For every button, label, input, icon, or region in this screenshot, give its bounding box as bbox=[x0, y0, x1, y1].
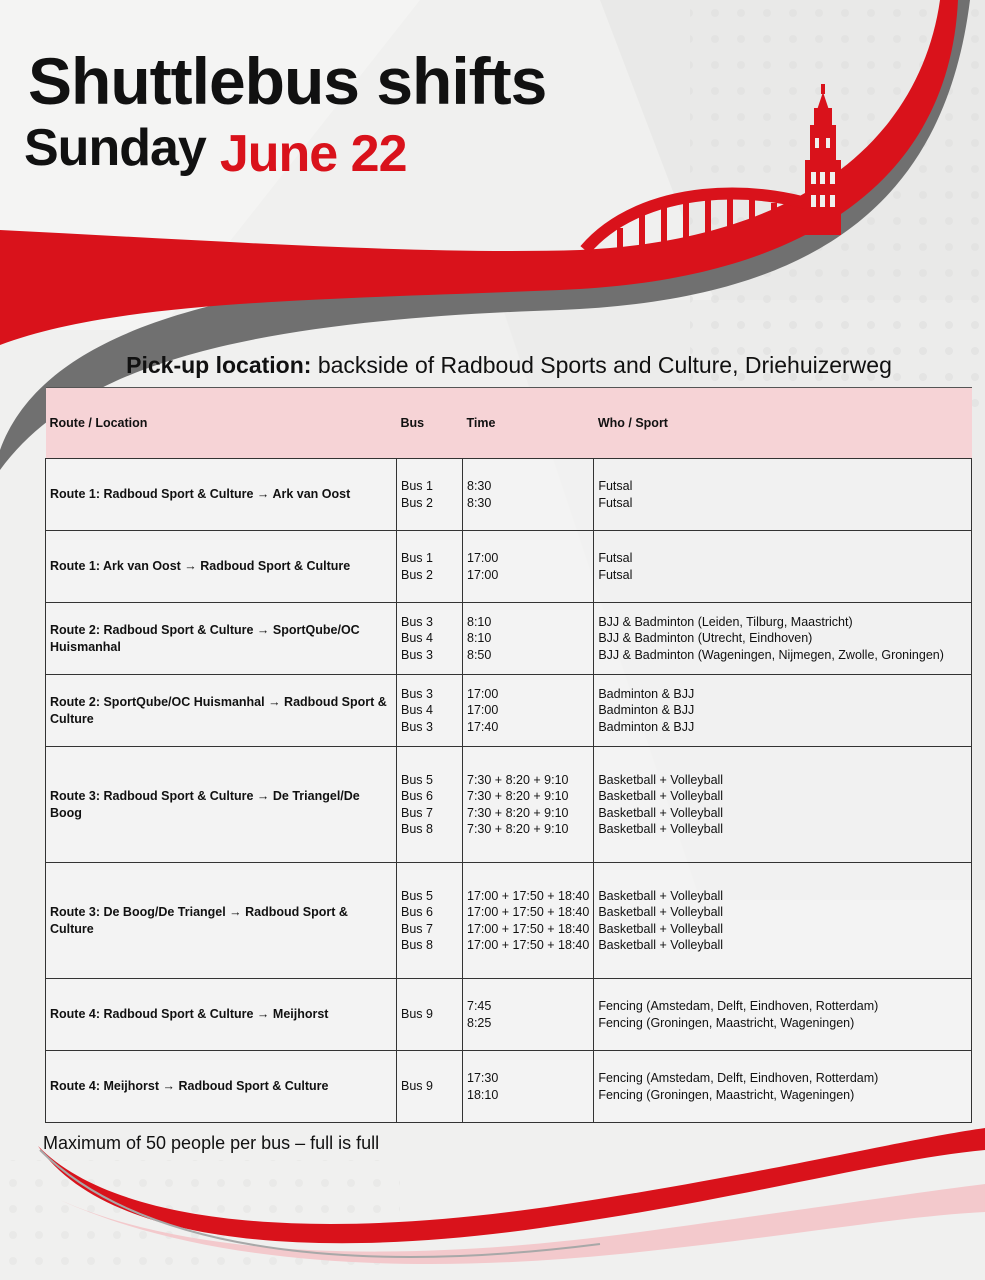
time-line: 8:50 bbox=[467, 647, 492, 662]
time-line: 8:30 bbox=[467, 479, 492, 494]
route-cell: Route 2: Radboud Sport & Culture → SportQube/OC Huismanhal bbox=[46, 603, 397, 675]
time-cell bbox=[463, 747, 594, 863]
time-line: 7:30 + 8:20 + 9:10 bbox=[467, 789, 569, 804]
who-line: Basketball + Volleyball bbox=[598, 821, 724, 836]
who-line: BJJ & Badminton (Utrecht, Eindhoven) bbox=[598, 631, 813, 646]
time-line: 17:00 + 17:50 + 18:40 bbox=[467, 937, 590, 952]
pickup-label: Pick-up location: bbox=[126, 352, 312, 378]
time-cell bbox=[463, 863, 594, 979]
pickup-location bbox=[46, 352, 972, 379]
bus-cell bbox=[397, 675, 463, 747]
who-cell bbox=[594, 675, 972, 747]
date-label: June 22 bbox=[219, 125, 407, 183]
bus-line: Bus 9 bbox=[401, 1079, 433, 1094]
bus-line: Bus 7 bbox=[401, 921, 433, 936]
who-line: Basketball + Volleyball bbox=[598, 805, 724, 820]
time-line: 17:00 bbox=[467, 567, 499, 582]
who-line: Basketball + Volleyball bbox=[598, 905, 724, 920]
bus-line: Bus 3 bbox=[401, 647, 433, 662]
bus-line: Bus 8 bbox=[401, 821, 433, 836]
bus-line: Bus 3 bbox=[401, 614, 433, 629]
who-cell bbox=[594, 747, 972, 863]
bus-line: Bus 2 bbox=[401, 567, 433, 582]
time-line: 17:00 bbox=[467, 551, 499, 566]
table-row bbox=[46, 1051, 972, 1123]
time-cell bbox=[463, 1051, 594, 1123]
who-line: Basketball + Volleyball bbox=[598, 772, 724, 787]
route-cell: Route 1: Radboud Sport & Culture → Ark van Oost bbox=[46, 459, 397, 531]
table-header-row bbox=[46, 388, 972, 459]
who-cell bbox=[594, 459, 972, 531]
who-line: Badminton & BJJ bbox=[598, 719, 695, 734]
route-cell: Route 4: Meijhorst → Radboud Sport & Culture bbox=[46, 1051, 397, 1123]
column-header-who: Who / Sport bbox=[594, 388, 972, 459]
time-line: 17:00 + 17:50 + 18:40 bbox=[467, 921, 590, 936]
time-line: 7:45 bbox=[467, 999, 492, 1014]
route-cell: Route 4: Radboud Sport & Culture → Meijhorst bbox=[46, 979, 397, 1051]
who-cell bbox=[594, 531, 972, 603]
time-cell bbox=[463, 675, 594, 747]
who-line: Futsal bbox=[598, 567, 633, 582]
column-header-route: Route / Location bbox=[46, 388, 397, 459]
bus-line: Bus 4 bbox=[401, 631, 433, 646]
route-cell: Route 3: Radboud Sport & Culture → De Triangel/De Boog bbox=[46, 747, 397, 863]
who-line: Fencing (Amstedam, Delft, Eindhoven, Rotterdam) bbox=[598, 1071, 879, 1086]
bus-cell bbox=[397, 747, 463, 863]
who-cell bbox=[594, 863, 972, 979]
route-cell: Route 1: Ark van Oost → Radboud Sport & Culture bbox=[46, 531, 397, 603]
bus-cell bbox=[397, 603, 463, 675]
table-row bbox=[46, 979, 972, 1051]
who-line: Fencing (Groningen, Maastricht, Wageningen) bbox=[598, 1087, 855, 1102]
time-line: 8:10 bbox=[467, 614, 492, 629]
table-row bbox=[46, 459, 972, 531]
time-cell bbox=[463, 531, 594, 603]
bus-line: Bus 1 bbox=[401, 551, 433, 566]
route-cell: Route 2: SportQube/OC Huismanhal → Radboud Sport & Culture bbox=[46, 675, 397, 747]
day-label: Sunday bbox=[24, 119, 206, 177]
who-line: BJJ & Badminton (Wageningen, Nijmegen, Zwolle, Groningen) bbox=[598, 647, 944, 662]
time-cell bbox=[463, 459, 594, 531]
who-line: Badminton & BJJ bbox=[598, 686, 695, 701]
who-cell bbox=[594, 603, 972, 675]
who-line: Basketball + Volleyball bbox=[598, 937, 724, 952]
who-line: Futsal bbox=[598, 479, 633, 494]
date-heading bbox=[24, 119, 407, 183]
column-header-bus: Bus bbox=[397, 388, 463, 459]
bus-line: Bus 9 bbox=[401, 1007, 433, 1022]
who-line: Basketball + Volleyball bbox=[598, 921, 724, 936]
time-line: 8:10 bbox=[467, 631, 492, 646]
schedule-table bbox=[45, 387, 972, 1123]
time-line: 17:30 bbox=[467, 1071, 499, 1086]
table-row bbox=[46, 531, 972, 603]
who-line: Badminton & BJJ bbox=[598, 703, 695, 718]
who-line: Futsal bbox=[598, 495, 633, 510]
time-line: 17:40 bbox=[467, 719, 499, 734]
bus-line: Bus 3 bbox=[401, 719, 433, 734]
time-cell bbox=[463, 603, 594, 675]
who-cell bbox=[594, 979, 972, 1051]
time-line: 17:00 + 17:50 + 18:40 bbox=[467, 905, 590, 920]
page-title: Shuttlebus shifts bbox=[28, 44, 547, 118]
who-line: BJJ & Badminton (Leiden, Tilburg, Maastricht) bbox=[598, 614, 853, 629]
bus-cell bbox=[397, 1051, 463, 1123]
table-row bbox=[46, 863, 972, 979]
bus-cell bbox=[397, 531, 463, 603]
bus-line: Bus 6 bbox=[401, 905, 433, 920]
bus-line: Bus 3 bbox=[401, 686, 433, 701]
route-cell: Route 3: De Boog/De Triangel → Radboud Sport & Culture bbox=[46, 863, 397, 979]
bus-line: Bus 6 bbox=[401, 789, 433, 804]
time-line: 7:30 + 8:20 + 9:10 bbox=[467, 805, 569, 820]
time-line: 7:30 + 8:20 + 9:10 bbox=[467, 772, 569, 787]
bus-cell bbox=[397, 863, 463, 979]
bus-cell bbox=[397, 459, 463, 531]
bus-line: Bus 2 bbox=[401, 495, 433, 510]
time-line: 18:10 bbox=[467, 1087, 499, 1102]
pickup-text: backside of Radboud Sports and Culture, Driehuizerweg bbox=[317, 352, 892, 378]
time-line: 7:30 + 8:20 + 9:10 bbox=[467, 821, 569, 836]
bus-line: Bus 7 bbox=[401, 805, 433, 820]
bus-cell bbox=[397, 979, 463, 1051]
bus-line: Bus 8 bbox=[401, 937, 433, 952]
time-line: 8:30 bbox=[467, 495, 492, 510]
who-line: Basketball + Volleyball bbox=[598, 888, 724, 903]
who-line: Futsal bbox=[598, 551, 633, 566]
table-row bbox=[46, 675, 972, 747]
bus-line: Bus 4 bbox=[401, 703, 433, 718]
time-cell bbox=[463, 979, 594, 1051]
bus-line: Bus 1 bbox=[401, 479, 433, 494]
table-row bbox=[46, 747, 972, 863]
bus-line: Bus 5 bbox=[401, 772, 433, 787]
time-line: 17:00 bbox=[467, 686, 499, 701]
who-line: Fencing (Amstedam, Delft, Eindhoven, Rotterdam) bbox=[598, 999, 879, 1014]
time-line: 17:00 + 17:50 + 18:40 bbox=[467, 888, 590, 903]
who-line: Basketball + Volleyball bbox=[598, 789, 724, 804]
time-line: 17:00 bbox=[467, 703, 499, 718]
column-header-time: Time bbox=[463, 388, 594, 459]
who-cell bbox=[594, 1051, 972, 1123]
bus-line: Bus 5 bbox=[401, 888, 433, 903]
who-line: Fencing (Groningen, Maastricht, Wageningen) bbox=[598, 1015, 855, 1030]
capacity-note: Maximum of 50 people per bus – full is full bbox=[43, 1133, 380, 1153]
table-row bbox=[46, 603, 972, 675]
time-line: 8:25 bbox=[467, 1015, 492, 1030]
